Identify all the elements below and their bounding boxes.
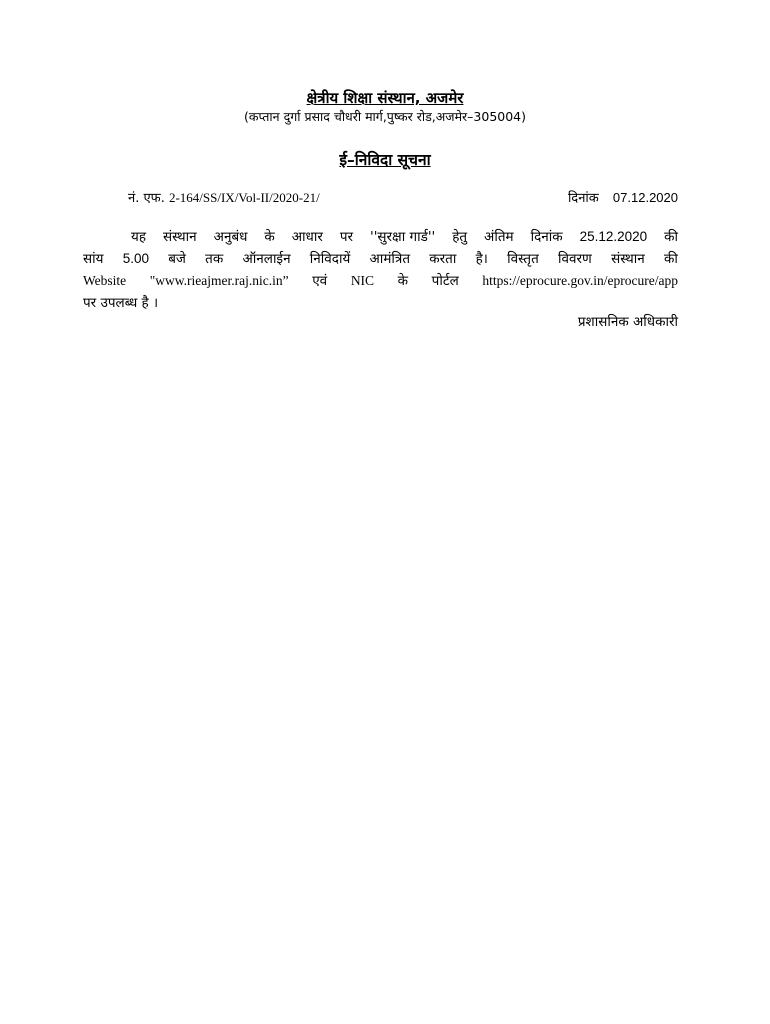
body-word: आमंत्रित [369, 251, 411, 267]
body-line-1 [83, 226, 678, 248]
body-word: संस्थान [611, 251, 645, 267]
body-word: अनुबंध [213, 229, 248, 245]
reference-number: नं. एफ. 2-164/SS/IX/Vol-II/2020-21/ [128, 190, 320, 206]
body-word: की [664, 229, 678, 245]
body-word: सांय [83, 251, 104, 267]
date-block [568, 188, 678, 206]
institute-address: (कप्तान दुर्गा प्रसाद चौधरी मार्ग,पुष्कर रोड,अजमेर–305004) [243, 109, 527, 124]
body-word: हेतु [452, 229, 468, 245]
body-word: "www.rieajmer.raj.nic.in” [149, 273, 289, 288]
body-word: तक [205, 251, 224, 267]
body-word: Website [83, 273, 127, 288]
body-word: बजे [168, 251, 186, 267]
body-line-4: पर उपलब्ध है । [83, 295, 159, 311]
body-word: निविदायें [309, 251, 351, 267]
body-word: ऑनलाईन [242, 251, 291, 267]
body-word: 5.00 [122, 251, 149, 266]
body-line-3 [83, 270, 678, 292]
body-word: ''सुरक्षा गार्ड'' [369, 229, 436, 245]
notice-title: ई–निविदा सूचना [339, 151, 431, 169]
body-word: के [264, 229, 275, 245]
body-word: करता [429, 251, 457, 267]
date-value: 07.12.2020 [612, 190, 678, 205]
signatory-designation: प्रशासनिक अधिकारी [577, 314, 678, 330]
body-word: की [664, 251, 678, 267]
body-word: पोर्टल [431, 273, 459, 289]
body-word: के [397, 273, 409, 289]
body-line-2 [83, 248, 678, 270]
body-word: विवरण [558, 251, 592, 267]
body-word: अंतिम [484, 229, 514, 245]
body-word: https://eprocure.gov.in/eprocure/app [482, 273, 678, 288]
body-word: दिनांक [530, 229, 563, 245]
notice-body [83, 226, 678, 314]
body-word: एवं [312, 273, 328, 289]
body-word: पर [339, 229, 354, 245]
body-word: आधार [291, 229, 323, 245]
body-word: विस्तृत [507, 251, 539, 267]
body-word: यह [131, 229, 146, 245]
reference-row [128, 188, 678, 208]
body-word: NIC [350, 273, 375, 288]
body-word: 25.12.2020 [579, 229, 648, 244]
body-word: संस्थान [162, 229, 197, 245]
body-word: है। [475, 251, 488, 267]
institute-name: क्षेत्रीय शिक्षा संस्थान, अजमेर [306, 89, 464, 107]
date-label: दिनांक [567, 191, 599, 206]
